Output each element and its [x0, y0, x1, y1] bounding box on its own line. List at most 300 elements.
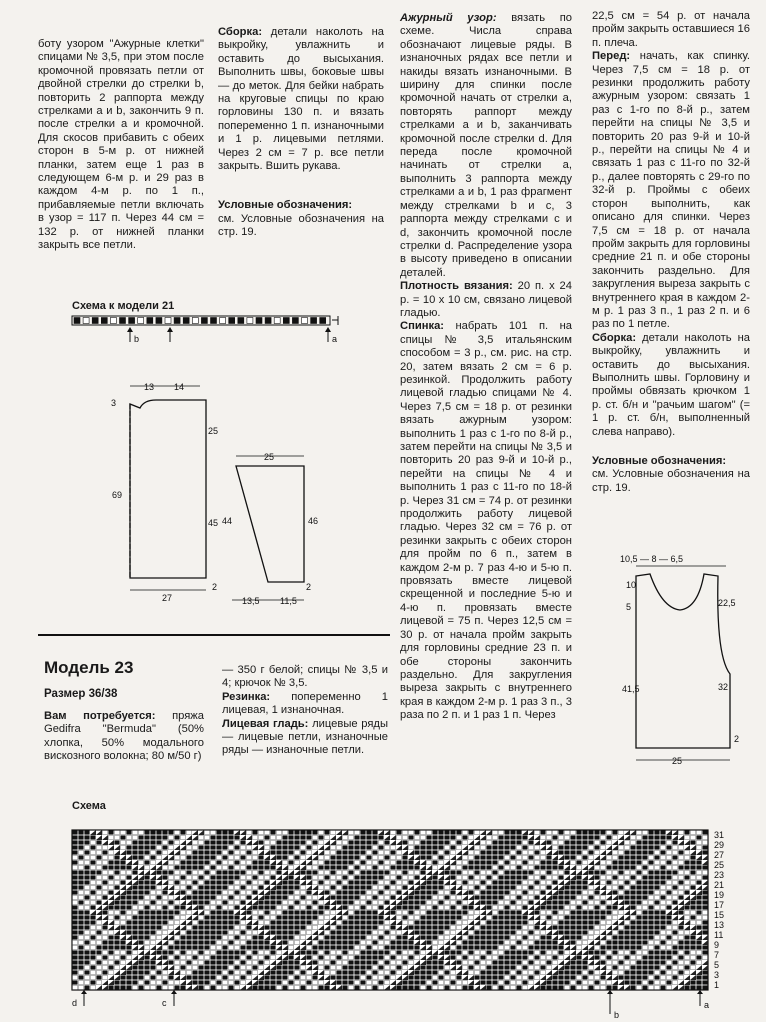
chart-cell-filled — [192, 970, 197, 974]
chart-cell-filled — [126, 875, 131, 879]
chart-cell-filled — [204, 880, 209, 884]
chart-cell-filled — [216, 850, 221, 854]
chart-cell-filled — [696, 910, 701, 914]
chart-cell-filled — [276, 895, 281, 899]
strip-cell — [83, 318, 89, 324]
chart-cell-filled — [612, 950, 617, 954]
chart-cell-filled — [72, 830, 77, 834]
chart-cell-filled — [348, 870, 353, 874]
chart-cell-filled — [414, 890, 419, 894]
chart-cell-filled — [312, 830, 317, 834]
chart-cell-filled — [396, 865, 401, 869]
chart-cell-filled — [612, 860, 617, 864]
chart-cell-filled — [396, 945, 401, 949]
chart-cell-filled — [378, 860, 383, 864]
chart-cell-filled — [216, 840, 221, 844]
chart-cell-filled — [672, 960, 677, 964]
chart-cell-filled — [414, 925, 419, 929]
strip-cell — [256, 318, 262, 324]
chart-cell-filled — [216, 980, 221, 984]
chart-cell-filled — [378, 845, 383, 849]
chart-cell-filled — [432, 980, 437, 984]
chart-cell-filled — [552, 925, 557, 929]
chart-cell-filled — [366, 900, 371, 904]
chart-cell-filled — [300, 950, 305, 954]
chart-cell-filled — [180, 935, 185, 939]
chart-row-number: 21 — [714, 880, 725, 890]
chart-cell-filled — [72, 910, 77, 914]
chart-cell-filled — [204, 935, 209, 939]
chart-cell-filled — [210, 850, 215, 854]
chart-cell-filled — [594, 905, 599, 909]
chart-cell-filled — [630, 945, 635, 949]
chart-cell-filled — [210, 920, 215, 924]
chart-cell-filled — [384, 960, 389, 964]
chart-cell-filled — [510, 910, 515, 914]
chart-cell-filled — [78, 910, 83, 914]
chart-cell-filled — [612, 830, 617, 834]
chart-cell-filled — [654, 835, 659, 839]
chart-cell-filled — [384, 855, 389, 859]
chart-cell-filled — [588, 970, 593, 974]
chart-cell-filled — [414, 865, 419, 869]
chart-cell-filled — [582, 885, 587, 889]
chart-cell-filled — [204, 870, 209, 874]
chart-cell-filled — [516, 870, 521, 874]
chart-cell-filled — [396, 985, 401, 989]
chart-cell-filled — [510, 845, 515, 849]
chart-cell-filled — [696, 980, 701, 984]
chart-cell-filled — [474, 870, 479, 874]
chart-cell-filled — [132, 900, 137, 904]
chart-cell-filled — [438, 925, 443, 929]
chart-cell-filled — [162, 980, 167, 984]
chart-cell-filled — [510, 835, 515, 839]
chart-cell-filled — [180, 965, 185, 969]
chart-cell-filled — [312, 870, 317, 874]
chart-cell-filled — [378, 835, 383, 839]
chart-cell-filled — [186, 930, 191, 934]
chart-cell-filled — [564, 965, 569, 969]
chart-cell-filled — [660, 865, 665, 869]
chart-cell-filled — [198, 885, 203, 889]
chart-cell-filled — [210, 960, 215, 964]
chart-cell-filled — [354, 915, 359, 919]
chart-cell-filled — [282, 915, 287, 919]
chart-cell-filled — [630, 845, 635, 849]
chart-cell-filled — [690, 935, 695, 939]
chart-cell-filled — [420, 920, 425, 924]
chart-cell-filled — [192, 940, 197, 944]
chart-cell-filled — [252, 950, 257, 954]
chart-cell-filled — [654, 950, 659, 954]
chart-cell-filled — [552, 985, 557, 989]
chart-cell-filled — [576, 885, 581, 889]
chart-cell-filled — [438, 885, 443, 889]
chart-cell-filled — [408, 945, 413, 949]
needs-title: Вам потребуется: — [44, 710, 156, 722]
chart-cell-filled — [570, 895, 575, 899]
chart-cell-filled — [372, 960, 377, 964]
chart-cell-filled — [276, 965, 281, 969]
chart-cell-filled — [144, 880, 149, 884]
chart-cell-filled — [558, 975, 563, 979]
chart-cell-filled — [264, 835, 269, 839]
chart-cell-filled — [396, 860, 401, 864]
chart-cell-filled — [522, 955, 527, 959]
chart-cell-filled — [252, 945, 257, 949]
chart-cell-filled — [534, 865, 539, 869]
chart-cell-filled — [396, 830, 401, 834]
chart-cell-filled — [654, 945, 659, 949]
chart-cell-filled — [354, 955, 359, 959]
chart-cell-filled — [432, 925, 437, 929]
model23-body-pattern — [606, 548, 756, 772]
chart-cell-filled — [672, 870, 677, 874]
chart-cell-filled — [660, 920, 665, 924]
chart-cell-filled — [558, 985, 563, 989]
chart-cell-filled — [576, 980, 581, 984]
chart-cell-filled — [366, 855, 371, 859]
dim-25: 25 — [208, 426, 219, 436]
chart-cell-filled — [450, 890, 455, 894]
chart-cell-filled — [276, 885, 281, 889]
chart-cell-filled — [324, 945, 329, 949]
chart-cell-filled — [108, 940, 113, 944]
back-title: Спинка: — [400, 320, 445, 333]
chart-cell-filled — [354, 920, 359, 924]
chart-cell-filled — [264, 905, 269, 909]
chart-cell-filled — [576, 960, 581, 964]
strip-cell — [129, 318, 135, 324]
chart-cell-filled — [342, 925, 347, 929]
chart-cell-filled — [426, 920, 431, 924]
chart-cell-filled — [120, 925, 125, 929]
chart-cell-filled — [204, 975, 209, 979]
chart-cell-filled — [648, 870, 653, 874]
chart-cell-filled — [360, 980, 365, 984]
chart-cell-filled — [480, 975, 485, 979]
chart-cell-filled — [516, 960, 521, 964]
chart-cell-filled — [516, 910, 521, 914]
chart-cell-filled — [216, 845, 221, 849]
chart-cell-filled — [264, 980, 269, 984]
chart-cell-filled — [156, 970, 161, 974]
chart-cell-filled — [216, 925, 221, 929]
chart-cell-filled — [492, 845, 497, 849]
chart-cell-filled — [600, 900, 605, 904]
chart-cell-filled — [282, 855, 287, 859]
chart-cell-filled — [276, 900, 281, 904]
model23-needs — [44, 710, 204, 764]
chart-cell-filled — [384, 900, 389, 904]
chart-cell-filled — [618, 930, 623, 934]
chart-cell-filled — [564, 900, 569, 904]
chart-cell-filled — [72, 980, 77, 984]
chart-cell-filled — [576, 830, 581, 834]
chart-cell-filled — [72, 930, 77, 934]
chart-cell-filled — [204, 860, 209, 864]
chart-cell-filled — [426, 850, 431, 854]
chart-cell-filled — [138, 925, 143, 929]
chart-cell-filled — [204, 960, 209, 964]
chart-cell-filled — [336, 855, 341, 859]
chart-cell-filled — [78, 855, 83, 859]
chart-cell-filled — [72, 935, 77, 939]
chart-cell-filled — [138, 935, 143, 939]
chart-cell-filled — [696, 955, 701, 959]
chart-cell-filled — [234, 920, 239, 924]
chart-cell-filled — [504, 960, 509, 964]
chart-cell-filled — [474, 960, 479, 964]
chart-cell-filled — [96, 870, 101, 874]
chart-cell-filled — [426, 855, 431, 859]
chart-cell-filled — [258, 980, 263, 984]
chart-cell-filled — [168, 910, 173, 914]
chart-cell-filled — [504, 885, 509, 889]
chart-cell-filled — [648, 980, 653, 984]
chart-cell-filled — [150, 855, 155, 859]
chart-cell-filled — [126, 970, 131, 974]
chart-cell-filled — [282, 920, 287, 924]
chart-cell-filled — [348, 945, 353, 949]
chart-cell-filled — [624, 955, 629, 959]
chart-cell-filled — [330, 885, 335, 889]
chart-cell-filled — [438, 920, 443, 924]
chart-cell-filled — [516, 985, 521, 989]
chart-cell-filled — [276, 920, 281, 924]
strip-cell — [74, 318, 80, 324]
chart-cell-filled — [420, 900, 425, 904]
chart-cell-filled — [414, 875, 419, 879]
chart-cell-filled — [480, 850, 485, 854]
chart-cell-filled — [468, 865, 473, 869]
chart-cell-filled — [534, 955, 539, 959]
chart-cell-filled — [324, 905, 329, 909]
strip-cell — [174, 318, 180, 324]
chart-cell-filled — [366, 830, 371, 834]
chart-cell-filled — [132, 885, 137, 889]
chart-cell-filled — [258, 960, 263, 964]
chart-cell-filled — [300, 985, 305, 989]
chart-cell-filled — [570, 920, 575, 924]
chart-cell-filled — [702, 970, 707, 974]
chart-cell-filled — [606, 905, 611, 909]
chart-cell-filled — [582, 930, 587, 934]
back-text: набрать 101 п. на спицы № 3,5 итальянским способом = 3 р., см. рис. на стр. 20, затем вязать 2 см = 6 р. резинкой. Продолжить работу лицевой гладью спицами № 4. Через 7,5 см = 18 р. от резинки вязать ажурным узором: выполнить 1 раз с 1-го по 8-й р., затем перейти на спицы № 3,5 и повторить 20 раз 9-й и 10-й р., перейти на спицы № 4 и выполнить 1 раз с 11-го по 18-й р. Через 31 см = 74 р. от резинки продолжить работу лицевой гладью. Через 32 см = 76 р. от резинки закрыть с обеих сторон для пройм по 6 п., затем в каждом 2-м р. 7 раз 4-ю и 5-ю п. провязать вместе лицевой скрещенной и последние 5-ю и 4-ю п. провязать вместе лицевой = 75 п. Через 12,5 см = 30 р. от начала пройм закрыть для горловины средние 23 п. и обе стороны закончить раздельно. Для закругления выреза закрыть с внутреннего края в каждом 2-м р. 1 раз 3 п., 3 раза по 2 п. и 1 раз 1 п. Через — [400, 320, 573, 722]
chart-cell-filled — [498, 885, 503, 889]
lace-text: вязать по схеме. Числа справа обозначают лицевые ряды. В изнаночных рядах все петли и накиды вязать изнаночными. В ширину для спинки после кромочной начать от стрелки a, повторять раппорт между стрелками a и b, заканчивать кромочной после стрелки d. Для переда после кромочной начинать от стрелки a, выполнить 3 раппорта между стрелками a и b, 1 раз фрагмент между стрелками b и c, 3 раппорта между стрелками c и d, закончить кромочной после стрелки d. Распределение узора в высоту приведено в описании деталей. — [400, 12, 573, 279]
chart-cell-filled — [522, 860, 527, 864]
chart-cell-filled — [432, 845, 437, 849]
chart-cell-filled — [486, 860, 491, 864]
chart-cell-filled — [504, 890, 509, 894]
chart-cell-filled — [258, 870, 263, 874]
chart-cell-filled — [420, 890, 425, 894]
chart-cell-filled — [216, 905, 221, 909]
chart-cell-filled — [570, 960, 575, 964]
chart-cell-filled — [660, 960, 665, 964]
chart-cell-filled — [216, 880, 221, 884]
chart-cell-filled — [624, 900, 629, 904]
chart-cell-filled — [276, 975, 281, 979]
chart-cell-filled — [342, 900, 347, 904]
chart-cell-filled — [504, 925, 509, 929]
pat23-32: 32 — [718, 682, 729, 692]
chart-cell-filled — [252, 905, 257, 909]
chart-cell-filled — [492, 890, 497, 894]
chart-cell-filled — [90, 965, 95, 969]
chart-cell-filled — [510, 840, 515, 844]
chart-cell-filled — [222, 955, 227, 959]
text-column-3 — [400, 12, 572, 723]
chart-cell-filled — [654, 900, 659, 904]
chart-cell-filled — [360, 840, 365, 844]
chart-cell-filled — [84, 955, 89, 959]
chart-cell-filled — [624, 975, 629, 979]
chart-cell-filled — [312, 900, 317, 904]
chart-cell-filled — [654, 870, 659, 874]
chart-cell-filled — [420, 850, 425, 854]
chart-cell-filled — [396, 905, 401, 909]
chart-cell-filled — [144, 935, 149, 939]
chart-cell-filled — [156, 895, 161, 899]
chart-cell-filled — [630, 855, 635, 859]
chart-cell-filled — [144, 925, 149, 929]
chart-cell-filled — [498, 840, 503, 844]
chart-cell-filled — [312, 910, 317, 914]
chart-cell-filled — [528, 950, 533, 954]
chart-cell-filled — [306, 845, 311, 849]
chart-cell-filled — [258, 885, 263, 889]
chart-cell-filled — [186, 975, 191, 979]
chart-cell-filled — [582, 855, 587, 859]
chart-cell-filled — [336, 895, 341, 899]
chart-cell-filled — [84, 985, 89, 989]
chart-cell-filled — [408, 985, 413, 989]
chart-cell-filled — [504, 915, 509, 919]
chart-cell-filled — [408, 975, 413, 979]
chart-cell-filled — [360, 955, 365, 959]
chart-cell-filled — [444, 925, 449, 929]
chart-cell-filled — [660, 830, 665, 834]
chart-cell-filled — [216, 920, 221, 924]
chart-cell-filled — [126, 850, 131, 854]
chart-cell-filled — [198, 945, 203, 949]
chart-cell-filled — [342, 980, 347, 984]
chart-cell-filled — [630, 885, 635, 889]
chart-cell-filled — [582, 845, 587, 849]
chart-cell-filled — [348, 980, 353, 984]
chart-cell-filled — [516, 835, 521, 839]
chart-cell-filled — [552, 880, 557, 884]
strip-cell — [274, 318, 280, 324]
chart-cell-filled — [282, 930, 287, 934]
chart-cell-filled — [372, 865, 377, 869]
chart-cell-filled — [366, 945, 371, 949]
chart-row-number: 25 — [714, 860, 725, 870]
chart-cell-filled — [360, 925, 365, 929]
chart-cell-filled — [558, 925, 563, 929]
chart-cell-filled — [426, 960, 431, 964]
chart-cell-filled — [72, 915, 77, 919]
chart-cell-filled — [558, 900, 563, 904]
chart-cell-filled — [450, 835, 455, 839]
chart-cell-filled — [228, 875, 233, 879]
chart-cell-filled — [576, 845, 581, 849]
chart-cell-filled — [270, 830, 275, 834]
chart-cell-filled — [528, 945, 533, 949]
chart-cell-filled — [246, 865, 251, 869]
chart-cell-filled — [366, 835, 371, 839]
chart-cell-filled — [522, 890, 527, 894]
chart-cell-filled — [648, 860, 653, 864]
chart-cell-filled — [486, 920, 491, 924]
chart-cell-filled — [156, 870, 161, 874]
chart-cell-filled — [294, 920, 299, 924]
chart-cell-filled — [618, 940, 623, 944]
chart-cell-filled — [324, 865, 329, 869]
chart-cell-filled — [582, 840, 587, 844]
chart-cell-filled — [186, 865, 191, 869]
chart-cell-filled — [594, 915, 599, 919]
chart-cell-filled — [228, 960, 233, 964]
chart-cell-filled — [696, 940, 701, 944]
chart-cell-filled — [666, 870, 671, 874]
chart-cell-filled — [558, 850, 563, 854]
chart-cell-filled — [294, 840, 299, 844]
chart-cell-filled — [630, 895, 635, 899]
chart-cell-filled — [480, 940, 485, 944]
chart-cell-filled — [510, 955, 515, 959]
chart-cell-filled — [228, 920, 233, 924]
chart-cell-filled — [480, 900, 485, 904]
chart-cell-filled — [582, 960, 587, 964]
chart-cell-filled — [156, 920, 161, 924]
chart-cell-filled — [162, 910, 167, 914]
chart-cell-filled — [240, 960, 245, 964]
chart-cell-filled — [438, 930, 443, 934]
dim-27: 27 — [162, 593, 173, 603]
chart-cell-filled — [504, 980, 509, 984]
strip-cell — [229, 318, 235, 324]
chart-cell-filled — [306, 910, 311, 914]
chart-cell-filled — [180, 985, 185, 989]
chart-cell-filled — [168, 900, 173, 904]
chart-cell-filled — [510, 920, 515, 924]
chart-cell-filled — [690, 980, 695, 984]
chart-cell-filled — [702, 925, 707, 929]
chart-cell-filled — [162, 830, 167, 834]
chart-cell-filled — [132, 965, 137, 969]
chart-cell-filled — [528, 855, 533, 859]
chart-cell-filled — [198, 895, 203, 899]
chart-cell-filled — [342, 930, 347, 934]
chart-cell-filled — [270, 925, 275, 929]
chart-cell-filled — [660, 850, 665, 854]
chart-cell-filled — [426, 845, 431, 849]
chart-cell-filled — [210, 855, 215, 859]
chart-cell-filled — [570, 930, 575, 934]
chart-cell-filled — [624, 940, 629, 944]
chart-cell-filled — [306, 830, 311, 834]
chart-cell-filled — [72, 835, 77, 839]
chart-cell-filled — [150, 845, 155, 849]
chart-cell-filled — [78, 960, 83, 964]
chart-cell-filled — [570, 940, 575, 944]
chart-cell-filled — [246, 910, 251, 914]
chart-cell-filled — [210, 955, 215, 959]
